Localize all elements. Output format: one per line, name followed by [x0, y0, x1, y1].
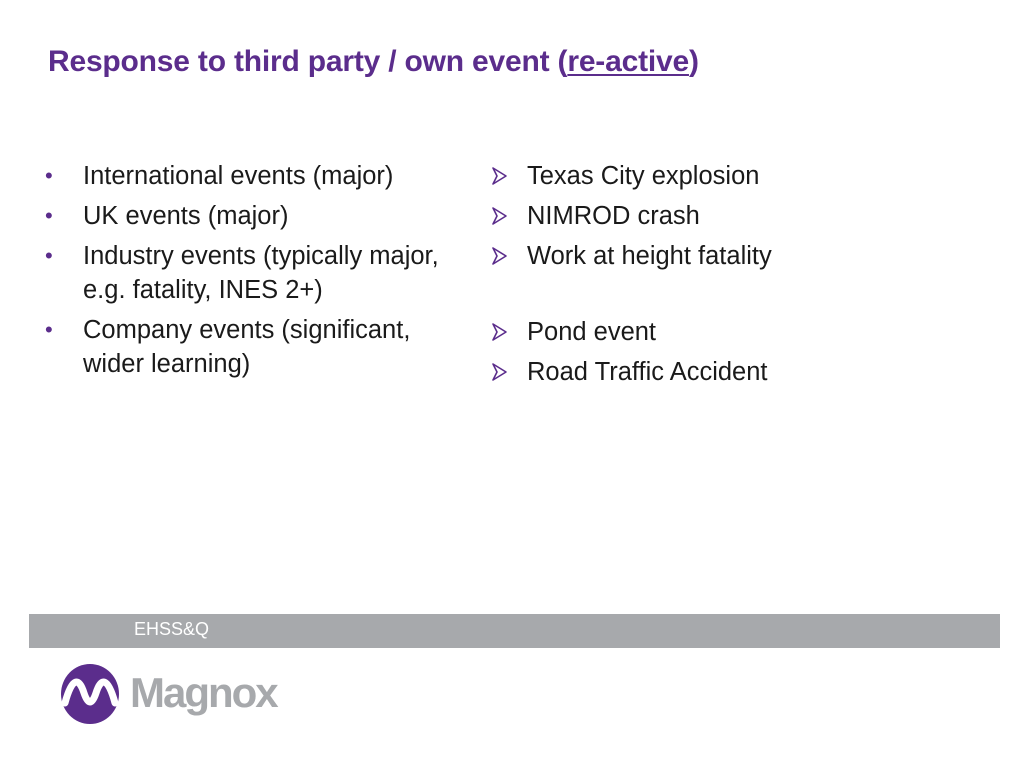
- list-item: [488, 355, 908, 389]
- slide-title-close: ): [688, 45, 699, 78]
- bullet-icon: •: [45, 317, 53, 342]
- list-item: [488, 159, 908, 193]
- list-item: [488, 239, 908, 273]
- footer-label: EHSS&Q: [134, 619, 210, 639]
- bullet-icon: •: [45, 243, 53, 268]
- list-item-label: Company events (significant, wider learning): [83, 316, 411, 378]
- list-item: [488, 315, 908, 349]
- list-item: [40, 313, 470, 381]
- list-item-label: International events (major): [83, 162, 394, 190]
- magnox-m-logo-icon: [60, 663, 120, 725]
- list-item: [40, 159, 470, 193]
- bullet-icon: •: [45, 163, 53, 188]
- list-item-label: NIMROD crash: [527, 202, 700, 230]
- re-active-link[interactable]: re-active: [567, 45, 689, 78]
- list-item: [488, 199, 908, 233]
- slide-title-text: Response to third party / own event (: [48, 45, 568, 78]
- list-item-label: UK events (major): [83, 202, 289, 230]
- list-item: [40, 199, 470, 233]
- arrow-bullet-icon: [490, 239, 510, 273]
- arrow-bullet-icon: [490, 199, 510, 233]
- footer-bar: [29, 614, 1000, 648]
- list-item: [40, 239, 470, 307]
- list-item-label: Pond event: [527, 318, 657, 346]
- event-examples-list: [488, 159, 908, 395]
- list-item-label: Road Traffic Accident: [527, 358, 768, 386]
- arrow-bullet-icon: [490, 159, 510, 193]
- arrow-bullet-icon: [490, 315, 510, 349]
- list-item-label: Industry events (typically major, e.g. fatality, INES 2+): [83, 242, 439, 304]
- magnox-logo-text: Magnox: [130, 669, 277, 716]
- slide-title: [48, 45, 699, 79]
- list-item-label: Texas City explosion: [527, 162, 760, 190]
- arrow-bullet-icon: [490, 355, 510, 389]
- event-types-list: [40, 159, 470, 387]
- bullet-icon: •: [45, 203, 53, 228]
- list-item-label: Work at height fatality: [527, 242, 772, 270]
